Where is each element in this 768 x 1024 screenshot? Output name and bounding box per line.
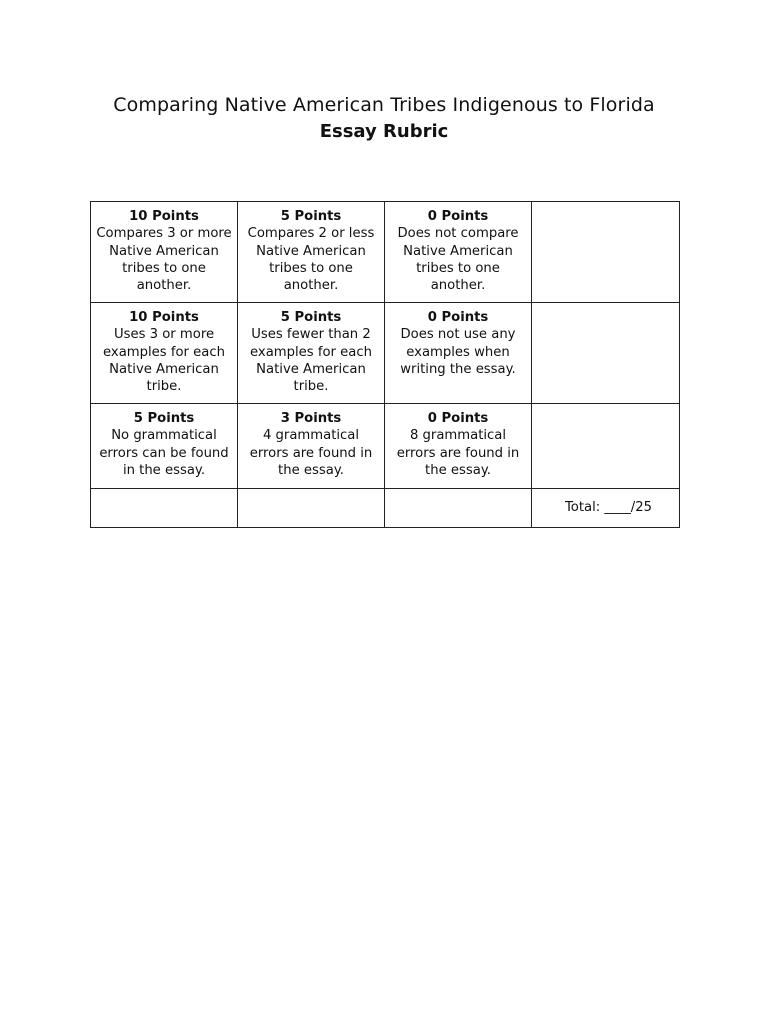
- criterion-description: Uses fewer than 2 examples for each Native American tribe.: [250, 327, 372, 395]
- rubric-row-comparison: [91, 202, 680, 303]
- rubric-cell: [91, 202, 238, 303]
- rubric-cell: [238, 202, 385, 303]
- rubric-cell: [238, 303, 385, 404]
- rubric-cell: [91, 404, 238, 489]
- document-title: Comparing Native American Tribes Indigenous to Florida: [113, 94, 655, 116]
- points-label: 5 Points: [133, 411, 195, 426]
- rubric-cell: [385, 404, 532, 489]
- criterion-description: Uses 3 or more examples for each Native American tribe.: [103, 327, 225, 395]
- points-label: 5 Points: [280, 310, 342, 325]
- points-label: 10 Points: [129, 310, 199, 325]
- rubric-row-examples: [91, 303, 680, 404]
- document-header: [0, 92, 768, 145]
- points-label: 5 Points: [280, 209, 342, 224]
- points-label: 0 Points: [427, 411, 489, 426]
- document-subtitle: Essay Rubric: [319, 121, 449, 142]
- criterion-description: 4 grammatical errors are found in the essay.: [249, 428, 373, 478]
- criterion-description: Compares 3 or more Native American tribes to one another.: [96, 226, 232, 294]
- criterion-description: 8 grammatical errors are found in the essay.: [396, 428, 520, 478]
- points-label: 10 Points: [129, 209, 199, 224]
- rubric-cell: [385, 303, 532, 404]
- rubric-cell: [91, 303, 238, 404]
- empty-cell: [238, 489, 385, 528]
- rubric-cell: [385, 202, 532, 303]
- score-cell: [532, 404, 680, 489]
- empty-cell: [385, 489, 532, 528]
- criterion-description: Does not compare Native American tribes to one another.: [397, 226, 519, 294]
- rubric-cell: [238, 404, 385, 489]
- rubric-row-grammar: [91, 404, 680, 489]
- points-label: 0 Points: [427, 209, 489, 224]
- criterion-description: No grammatical errors can be found in the essay.: [99, 428, 229, 478]
- criterion-description: Does not use any examples when writing the essay.: [400, 327, 516, 377]
- score-cell: [532, 303, 680, 404]
- empty-cell: [91, 489, 238, 528]
- points-label: 3 Points: [280, 411, 342, 426]
- criterion-description: Compares 2 or less Native American tribes to one another.: [247, 226, 375, 294]
- score-cell: [532, 202, 680, 303]
- rubric-table: [90, 201, 680, 528]
- total-score: Total: ____/25: [532, 489, 680, 528]
- rubric-total-row: [91, 489, 680, 528]
- points-label: 0 Points: [427, 310, 489, 325]
